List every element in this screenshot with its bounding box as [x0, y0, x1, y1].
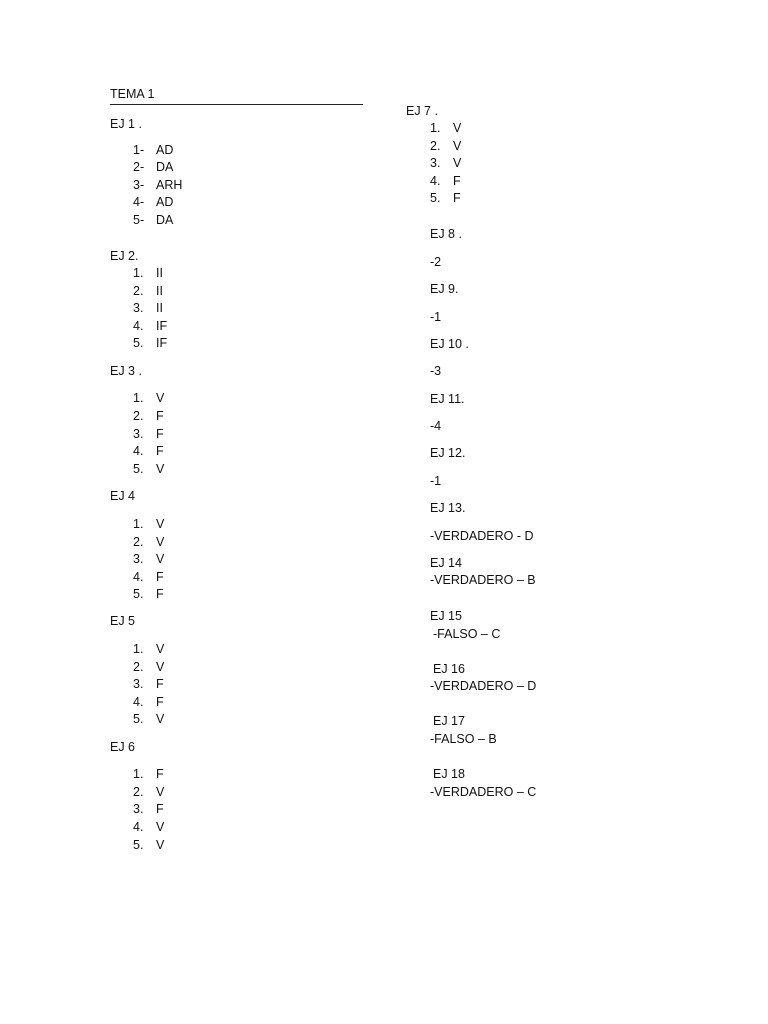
exercise-label: EJ 2. [110, 249, 139, 263]
item-answer: V [156, 838, 165, 852]
item-answer: F [156, 570, 164, 584]
item-number: 4. [133, 570, 144, 584]
exercise-label: EJ 17 [433, 714, 465, 728]
item-answer: V [156, 535, 165, 549]
item-number: 4. [430, 174, 441, 188]
item-answer: V [156, 517, 165, 531]
item-answer: V [453, 156, 462, 170]
item-answer: F [453, 191, 461, 205]
item-number: 3. [133, 427, 144, 441]
item-number: 3. [133, 301, 144, 315]
item-answer: F [156, 802, 164, 816]
item-answer: F [156, 767, 164, 781]
item-answer: F [156, 695, 164, 709]
item-number: 5. [133, 712, 144, 726]
exercise-label: EJ 14 [430, 556, 462, 570]
item-answer: AD [156, 143, 174, 157]
item-number: 3. [430, 156, 441, 170]
item-answer: V [156, 391, 165, 405]
page-title: TEMA 1 [110, 87, 155, 101]
exercise-label: EJ 15 [430, 609, 462, 623]
item-number: 4. [133, 444, 144, 458]
item-answer: V [156, 820, 165, 834]
item-number: 5. [133, 587, 144, 601]
item-number: 2. [133, 660, 144, 674]
item-number: 4- [133, 195, 145, 209]
title-underline [110, 104, 363, 105]
item-number: 5. [430, 191, 441, 205]
exercise-answer: -VERDADERO – B [430, 573, 536, 587]
item-number: 3. [133, 802, 144, 816]
item-answer: AD [156, 195, 174, 209]
exercise-label: EJ 11. [430, 392, 465, 406]
exercise-label: EJ 5 [110, 614, 136, 628]
item-answer: V [156, 552, 165, 566]
exercise-label: EJ 6 [110, 740, 136, 754]
item-answer: F [156, 427, 164, 441]
item-answer: F [156, 409, 164, 423]
item-answer: V [453, 139, 462, 153]
exercise-label: EJ 18 [433, 767, 465, 781]
exercise-label: EJ 1 . [110, 117, 142, 131]
item-number: 2. [133, 284, 144, 298]
exercise-label: EJ 9. [430, 282, 459, 296]
exercise-answer: -1 [430, 310, 442, 324]
item-number: 1. [133, 767, 144, 781]
item-answer: F [156, 444, 164, 458]
exercise-answer: -FALSO – C [433, 627, 501, 641]
item-answer: IF [156, 319, 168, 333]
item-number: 3. [133, 552, 144, 566]
exercise-label: EJ 7 . [406, 104, 438, 118]
item-answer: V [156, 642, 165, 656]
item-answer: II [156, 284, 163, 298]
item-answer: F [453, 174, 461, 188]
item-number: 1. [133, 642, 144, 656]
item-answer: V [156, 712, 165, 726]
exercise-answer: -4 [430, 419, 442, 433]
exercise-answer: -VERDADERO – D [430, 679, 537, 693]
item-number: 5. [133, 838, 144, 852]
item-answer: V [156, 660, 165, 674]
item-answer: DA [156, 213, 174, 227]
item-number: 2. [133, 535, 144, 549]
exercise-label: EJ 8 . [430, 227, 462, 241]
item-number: 5. [133, 336, 144, 350]
exercise-label: EJ 10 . [430, 337, 469, 351]
item-number: 1. [133, 391, 144, 405]
item-answer: IF [156, 336, 168, 350]
exercise-label: EJ 12. [430, 446, 466, 460]
item-answer: II [156, 266, 163, 280]
item-answer: F [156, 677, 164, 691]
item-number: 4. [133, 820, 144, 834]
item-answer: V [453, 121, 462, 135]
exercise-label: EJ 13. [430, 501, 466, 515]
item-number: 1. [133, 266, 144, 280]
item-answer: V [156, 785, 165, 799]
item-number: 2- [133, 160, 145, 174]
item-number: 5- [133, 213, 145, 227]
item-answer: V [156, 462, 165, 476]
item-number: 4. [133, 695, 144, 709]
item-number: 5. [133, 462, 144, 476]
item-answer: ARH [156, 178, 183, 192]
item-answer: F [156, 587, 164, 601]
item-answer: II [156, 301, 163, 315]
exercise-label: EJ 16 [433, 662, 465, 676]
exercise-answer: -VERDADERO - D [430, 529, 534, 543]
item-number: 2. [133, 785, 144, 799]
exercise-answer: -FALSO – B [430, 732, 497, 746]
exercise-label: EJ 3 . [110, 364, 142, 378]
item-number: 3. [133, 677, 144, 691]
item-number: 3- [133, 178, 145, 192]
exercise-answer: -2 [430, 255, 442, 269]
item-number: 2. [133, 409, 144, 423]
exercise-answer: -VERDADERO – C [430, 785, 537, 799]
item-number: 1. [430, 121, 441, 135]
item-answer: DA [156, 160, 174, 174]
item-number: 2. [430, 139, 441, 153]
exercise-label: EJ 4 [110, 489, 136, 503]
exercise-answer: -1 [430, 474, 442, 488]
item-number: 4. [133, 319, 144, 333]
item-number: 1. [133, 517, 144, 531]
exercise-answer: -3 [430, 364, 442, 378]
item-number: 1- [133, 143, 145, 157]
